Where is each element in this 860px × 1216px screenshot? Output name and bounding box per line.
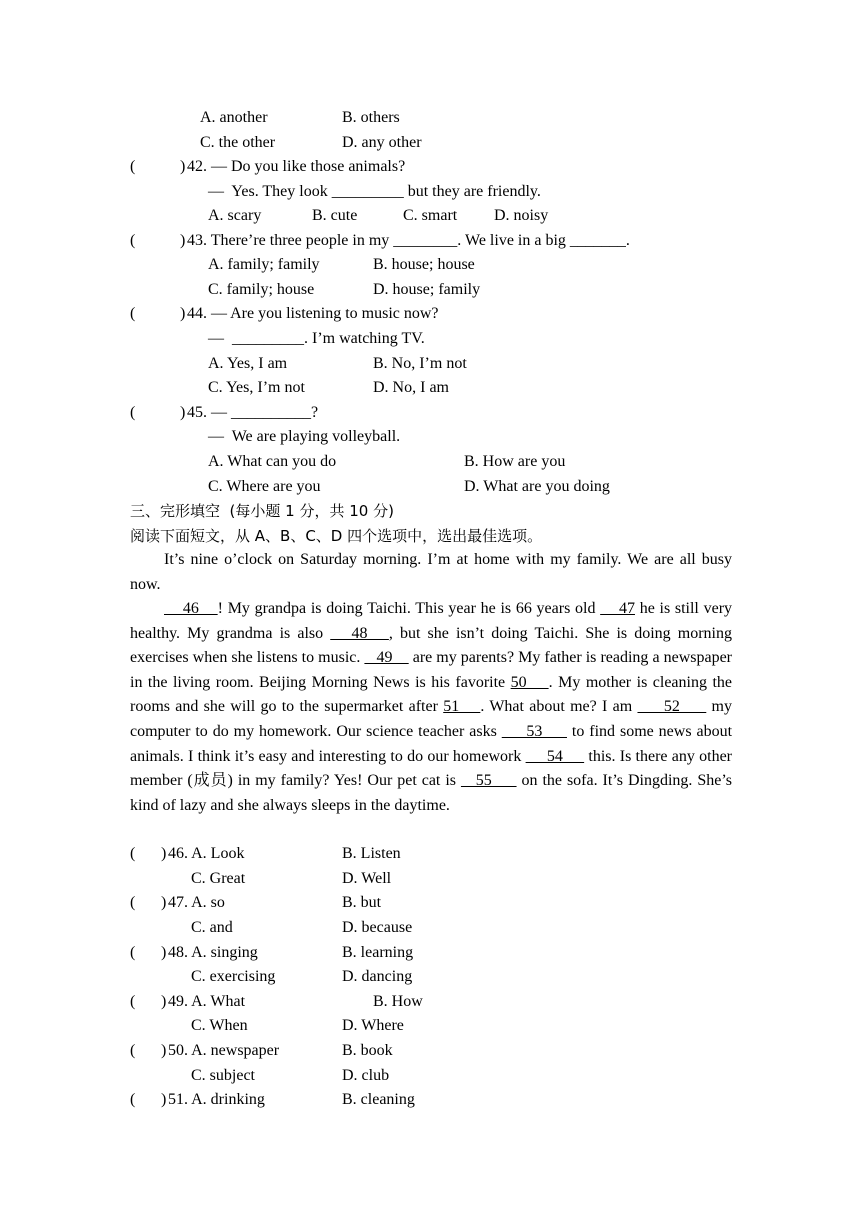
q42-reply: — Yes. They look _________ but they are friendly.	[208, 183, 541, 200]
q49-paren-close: )	[161, 993, 167, 1010]
q47-option-d: D. because	[342, 919, 413, 936]
blank-51: 51	[443, 698, 481, 716]
blank-48: 48	[330, 624, 389, 642]
q47-option-a: 47. A. so	[168, 894, 225, 911]
q50-option-a: 50. A. newspaper	[168, 1042, 280, 1059]
q43-paren-open: (	[130, 232, 136, 249]
blank-49: 49	[364, 649, 409, 667]
q43-paren-close: )	[180, 232, 186, 249]
q51-paren-close: )	[161, 1091, 167, 1108]
q49-option-d: D. Where	[342, 1017, 404, 1034]
q42-option-d: D. noisy	[494, 207, 549, 224]
q44-option-a: A. Yes, I am	[208, 355, 288, 372]
q50-paren-open: (	[130, 1042, 136, 1059]
q44-option-d: D. No, I am	[373, 379, 449, 396]
q45-option-b: B. How are you	[464, 453, 566, 470]
q48-option-b: B. learning	[342, 944, 414, 961]
passage-text: this. Is there any other member (成员) in my family? Yes! Our pet cat is	[130, 747, 733, 790]
q47-option-c: C. and	[191, 919, 233, 936]
q42-option-a: A. scary	[208, 207, 262, 224]
section-instruction: 阅读下面短文，从 A、B、C、D 四个选项中，选出最佳选项。	[130, 527, 543, 545]
q44-paren-close: )	[180, 305, 186, 322]
passage-text: . What about me? I am	[480, 698, 638, 716]
q44-paren-open: (	[130, 305, 136, 322]
blank-50: 50	[510, 673, 549, 691]
q50-option-c: C. subject	[191, 1067, 255, 1084]
q51-paren-open: (	[130, 1091, 136, 1108]
q45-stem: 45. — __________?	[187, 404, 319, 421]
q46-option-b: B. Listen	[342, 845, 401, 862]
q50-option-d: D. club	[342, 1067, 390, 1084]
q43-option-a: A. family; family	[208, 256, 320, 273]
blank-55: 55	[460, 772, 517, 790]
q49-option-a: 49. A. What	[168, 993, 246, 1010]
q41-option-d: D. any other	[342, 134, 422, 151]
q43-stem: 43. There’re three people in my ________. We live in a big _______.	[187, 232, 630, 249]
q44-option-b: B. No, I’m not	[373, 355, 467, 372]
passage-paragraph-2	[130, 597, 732, 818]
q44-reply: — _________. I’m watching TV.	[208, 330, 425, 347]
section-heading: 三、完形填空 (每小题 1 分，共 10 分)	[130, 502, 394, 520]
q41-option-a: A. another	[200, 109, 268, 126]
passage-text: . My mother is cleaning the rooms and she will go to the supermarket after	[130, 673, 733, 716]
q46-paren-open: (	[130, 845, 136, 862]
q46-option-a: 46. A. Look	[168, 845, 245, 862]
q44-option-c: C. Yes, I’m not	[208, 379, 305, 396]
q47-paren-close: )	[161, 894, 167, 911]
q42-paren-open: (	[130, 158, 136, 175]
q43-option-b: B. house; house	[373, 256, 475, 273]
passage-text: he is still very healthy. My grandma is also	[130, 600, 733, 642]
passage-text: on the sofa. It’s Dingding. She’s kind of lazy and she always sleeps in the daytime.	[130, 772, 733, 814]
q46-paren-close: )	[161, 845, 167, 862]
q50-paren-close: )	[161, 1042, 167, 1059]
q42-stem: 42. — Do you like those animals?	[187, 158, 406, 175]
q50-option-b: B. book	[342, 1042, 393, 1059]
q51-option-a: 51. A. drinking	[168, 1091, 265, 1108]
q45-option-d: D. What are you doing	[464, 478, 610, 495]
q43-option-d: D. house; family	[373, 281, 481, 298]
q43-option-c: C. family; house	[208, 281, 315, 298]
blank-52: 52	[637, 698, 707, 716]
q45-reply: — We are playing volleyball.	[208, 428, 401, 445]
q41-option-b: B. others	[342, 109, 400, 126]
blank-53: 53	[501, 722, 567, 740]
q42-option-c: C. smart	[403, 207, 458, 224]
q45-paren-close: )	[180, 404, 186, 421]
passage-text: are my parents? My father is reading a newspaper in the living room. Beijing Morning News is his favorite	[130, 649, 733, 691]
q46-option-d: D. Well	[342, 870, 392, 887]
q49-option-b: B. How	[373, 993, 423, 1010]
passage-text: my computer to do my homework. Our science teacher asks	[130, 698, 733, 740]
q48-paren-close: )	[161, 944, 167, 961]
q45-option-a: A. What can you do	[208, 453, 337, 470]
q51-option-b: B. cleaning	[342, 1091, 415, 1108]
passage-paragraph-1	[130, 548, 732, 597]
q49-option-c: C. When	[191, 1017, 248, 1034]
blank-47: 47	[600, 600, 635, 617]
q44-stem: 44. — Are you listening to music now?	[187, 305, 439, 322]
q45-option-c: C. Where are you	[208, 478, 321, 495]
q48-option-c: C. exercising	[191, 968, 276, 985]
q47-paren-open: (	[130, 894, 136, 911]
q49-paren-open: (	[130, 993, 136, 1010]
q45-paren-open: (	[130, 404, 136, 421]
q41-option-c: C. the other	[200, 134, 276, 151]
q42-option-b: B. cute	[312, 207, 358, 224]
passage-text: , but she isn’t doing Taichi. She is doing morning exercises when she listens to music.	[130, 624, 733, 667]
q48-paren-open: (	[130, 944, 136, 961]
q42-paren-close: )	[180, 158, 186, 175]
q46-option-c: C. Great	[191, 870, 246, 887]
passage-text: to find some news about animals. I think it’s easy and interesting to do our homework	[130, 722, 733, 765]
blank-46: 46	[164, 600, 218, 617]
blank-54: 54	[525, 747, 585, 765]
q48-option-a: 48. A. singing	[168, 944, 258, 961]
passage-text: It’s nine o’clock on Saturday morning. I’m at home with my family. We are all busy now.	[130, 551, 732, 593]
q48-option-d: D. dancing	[342, 968, 413, 985]
passage-text: ! My grandpa is doing Taichi. This year he is 66 years old	[217, 600, 601, 617]
q47-option-b: B. but	[342, 894, 382, 911]
